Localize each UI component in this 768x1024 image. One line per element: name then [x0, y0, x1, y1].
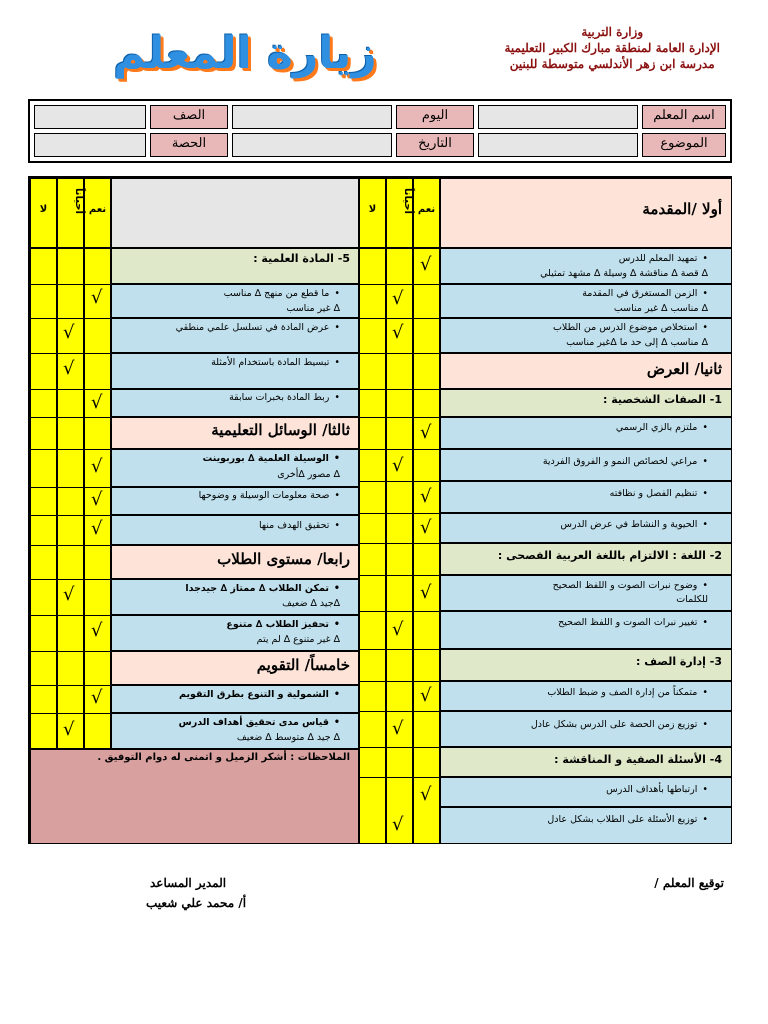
row-divider — [30, 284, 111, 285]
check-mark[interactable]: √ — [63, 584, 75, 605]
personal-item-1: • ملتزم بالزي الرسمي — [458, 420, 708, 435]
row-divider — [359, 449, 440, 450]
right-yes-column — [413, 248, 440, 844]
check-mark[interactable]: √ — [420, 422, 432, 443]
language-item-1: • وضوح نبرات الصوت و اللفظ الصحيح — [458, 578, 708, 593]
management-item-1: • متمكناً من إدارة الصف و ضبط الطلاب — [458, 685, 708, 700]
students-item-2-cont: ∆ غير متنوع ∆ لم يتم — [256, 634, 340, 645]
students-item-1-cont: ∆جيد ∆ ضعيف — [282, 598, 340, 609]
aids-item-2: • صحة معلومات الوسيلة و وضوحها — [120, 488, 340, 503]
check-mark[interactable]: √ — [91, 287, 103, 308]
day-field[interactable] — [232, 105, 392, 129]
eval-item-2: • قياس مدى تحقيق أهداف الدرس — [120, 715, 340, 730]
ministry-name: وزارة التربية — [581, 25, 644, 39]
row-divider — [359, 513, 440, 514]
row-divider — [359, 611, 440, 612]
personal-title: 1- الصفات الشخصية : — [603, 393, 722, 406]
row-divider — [359, 747, 440, 748]
check-mark[interactable]: √ — [420, 517, 432, 538]
language-item-2: • تغيير نبرات الصوت و اللفظ الصحيح — [458, 615, 708, 630]
day-label: اليوم — [396, 105, 474, 129]
teacher-field[interactable] — [478, 105, 638, 129]
check-mark[interactable]: √ — [63, 358, 75, 379]
check-mark[interactable]: √ — [91, 456, 103, 477]
check-mark[interactable]: √ — [392, 322, 404, 343]
right-yes-label: نعم — [417, 204, 436, 215]
intro-item-1-options: ∆ قصة ∆ مناقشة ∆ وسيلة ∆ مشهد تمثيلي — [540, 268, 708, 279]
intro-title: أولا /المقدمة — [642, 200, 722, 218]
row-divider — [359, 284, 440, 285]
right-no-column — [359, 248, 386, 844]
ministry-header — [504, 24, 720, 72]
row-divider — [359, 575, 440, 576]
row-divider — [30, 545, 111, 546]
class-label: الصف — [150, 105, 228, 129]
material-item-3: • تبسيط المادة باستخدام الأمثلة — [120, 355, 340, 370]
check-mark[interactable]: √ — [392, 718, 404, 739]
check-mark[interactable]: √ — [392, 619, 404, 640]
personal-item-3: • تنظيم الفصل و نظافته — [458, 486, 708, 501]
check-mark[interactable]: √ — [420, 486, 432, 507]
assistant-principal-name: أ/ محمد علي شعيب — [146, 896, 247, 910]
aids-item-3: • تحقيق الهدف منها — [120, 518, 340, 533]
check-mark[interactable]: √ — [420, 784, 432, 805]
material-item-2: • عرض المادة في تسلسل علمي منطقي — [120, 320, 340, 335]
intro-item-2: • الزمن المستغرق في المقدمة — [458, 286, 708, 301]
aids-item-1: • الوسيلة العلمية ∆ بوربوينت — [120, 451, 340, 466]
right-sometimes-label: أحياناً — [402, 188, 413, 214]
row-divider — [30, 615, 111, 616]
row-divider — [30, 579, 111, 580]
material-item-4: • ربط المادة بخبرات سابقة — [120, 390, 340, 405]
check-mark[interactable]: √ — [392, 455, 404, 476]
notes-text: الملاحظات : أشكر الزميل و اتمنى له دوام التوفيق . — [97, 752, 350, 763]
row-divider — [30, 449, 111, 450]
class-field[interactable] — [34, 105, 146, 129]
students-item-1: • تمكن الطلاب ∆ ممتاز ∆ جيدجدا — [120, 581, 340, 596]
row-divider — [30, 389, 111, 390]
aids-item-1-cont: ∆ مصور ∆أخرى — [277, 469, 340, 480]
check-mark[interactable]: √ — [91, 489, 103, 510]
language-title: 2- اللغة : الالتزام باللغة العربية الفصحى : — [497, 549, 722, 562]
row-divider — [30, 713, 111, 714]
questions-item-1: • ارتباطها بأهداف الدرس — [458, 782, 708, 797]
teacher-signature-label: توقيع المعلم / — [654, 876, 724, 890]
check-mark[interactable]: √ — [420, 582, 432, 603]
subject-field[interactable] — [478, 133, 638, 157]
material-item-1: • ما قطع من منهج ∆ مناسب — [120, 286, 340, 301]
intro-item-2-options: ∆ مناسب ∆ غير مناسب — [613, 303, 708, 314]
check-mark[interactable]: √ — [91, 518, 103, 539]
aids-title: ثالثا/ الوسائل التعليمية — [211, 421, 350, 439]
questions-item-2: • توزيع الأسئلة على الطلاب بشكل عادل — [458, 812, 708, 827]
left-no-column — [30, 248, 57, 749]
row-divider — [30, 515, 111, 516]
row-divider — [359, 353, 440, 354]
info-table — [28, 99, 732, 163]
row-divider — [30, 487, 111, 488]
row-divider — [359, 649, 440, 650]
students-item-2: • تحفيز الطلاب ∆ متنوع — [120, 617, 340, 632]
eval-item-1: • الشمولية و التنوع بطرق التقويم — [120, 687, 340, 702]
check-mark[interactable]: √ — [420, 254, 432, 275]
management-item-2: • توزيع زمن الحصة على الدرس بشكل عادل — [458, 717, 708, 732]
check-mark[interactable]: √ — [63, 322, 75, 343]
eval-item-2-cont: ∆ جيد ∆ متوسط ∆ ضعيف — [236, 732, 340, 743]
right-no-label: لا — [368, 204, 377, 215]
questions-title: 4- الأسئلة الصفية و المناقشة : — [554, 753, 722, 766]
personal-item-2: • مراعي لخصائص النمو و الفروق الفردية — [458, 454, 708, 469]
check-mark[interactable]: √ — [63, 719, 75, 740]
row-divider — [359, 711, 440, 712]
management-title: 3- إدارة الصف : — [636, 655, 722, 668]
assistant-principal-title: المدير المساعد — [150, 876, 227, 890]
intro-item-3-options: ∆ مناسب ∆ إلى حد ما ∆غير مناسب — [566, 337, 708, 348]
school-name: مدرسة ابن زهر الأندلسي متوسطة للبنين — [509, 57, 715, 71]
check-mark[interactable]: √ — [392, 288, 404, 309]
row-divider — [30, 651, 111, 652]
period-label: الحصة — [150, 133, 228, 157]
directorate-name: الإدارة العامة لمنطقة مبارك الكبير التعليمية — [504, 41, 720, 55]
eval-title: خامساً/ التقويم — [256, 656, 350, 674]
check-mark[interactable]: √ — [91, 687, 103, 708]
row-divider — [30, 685, 111, 686]
row-divider — [359, 389, 440, 390]
students-title: رابعا/ مستوى الطلاب — [217, 550, 350, 568]
row-divider — [359, 481, 440, 482]
row-divider — [359, 777, 440, 778]
title-logo: زيارة المعلم — [113, 28, 377, 79]
personal-item-4: • الحيوية و النشاط في عرض الدرس — [458, 517, 708, 532]
left-yes-label: نعم — [88, 204, 107, 215]
language-item-1-cont: للكلمات — [676, 594, 708, 605]
check-mark[interactable]: √ — [91, 620, 103, 641]
evaluation-grid — [28, 176, 732, 844]
row-divider — [359, 681, 440, 682]
material-title: 5- المادة العلمية : — [253, 252, 350, 265]
presentation-title: ثانيا/ العرض — [646, 360, 722, 378]
period-field[interactable] — [34, 133, 146, 157]
intro-item-1: • تمهيد المعلم للدرس — [458, 251, 708, 266]
intro-item-3: • استخلاص موضوع الدرس من الطلاب — [458, 320, 708, 335]
left-sometimes-label: أحياناً — [73, 188, 84, 214]
date-label: التاريخ — [396, 133, 474, 157]
check-mark[interactable]: √ — [91, 392, 103, 413]
row-divider — [359, 543, 440, 544]
row-divider — [30, 318, 111, 319]
left-no-label: لا — [39, 204, 48, 215]
left-header-cell — [111, 178, 359, 248]
subject-label: الموضوع — [642, 133, 726, 157]
date-field[interactable] — [232, 133, 392, 157]
row-divider — [359, 318, 440, 319]
row-divider — [30, 353, 111, 354]
check-mark[interactable]: √ — [392, 814, 404, 835]
row-divider — [30, 417, 111, 418]
check-mark[interactable]: √ — [420, 685, 432, 706]
teacher-label: اسم المعلم — [642, 105, 726, 129]
material-item-1-cont: ∆ غير مناسب — [286, 303, 340, 314]
row-divider — [359, 417, 440, 418]
